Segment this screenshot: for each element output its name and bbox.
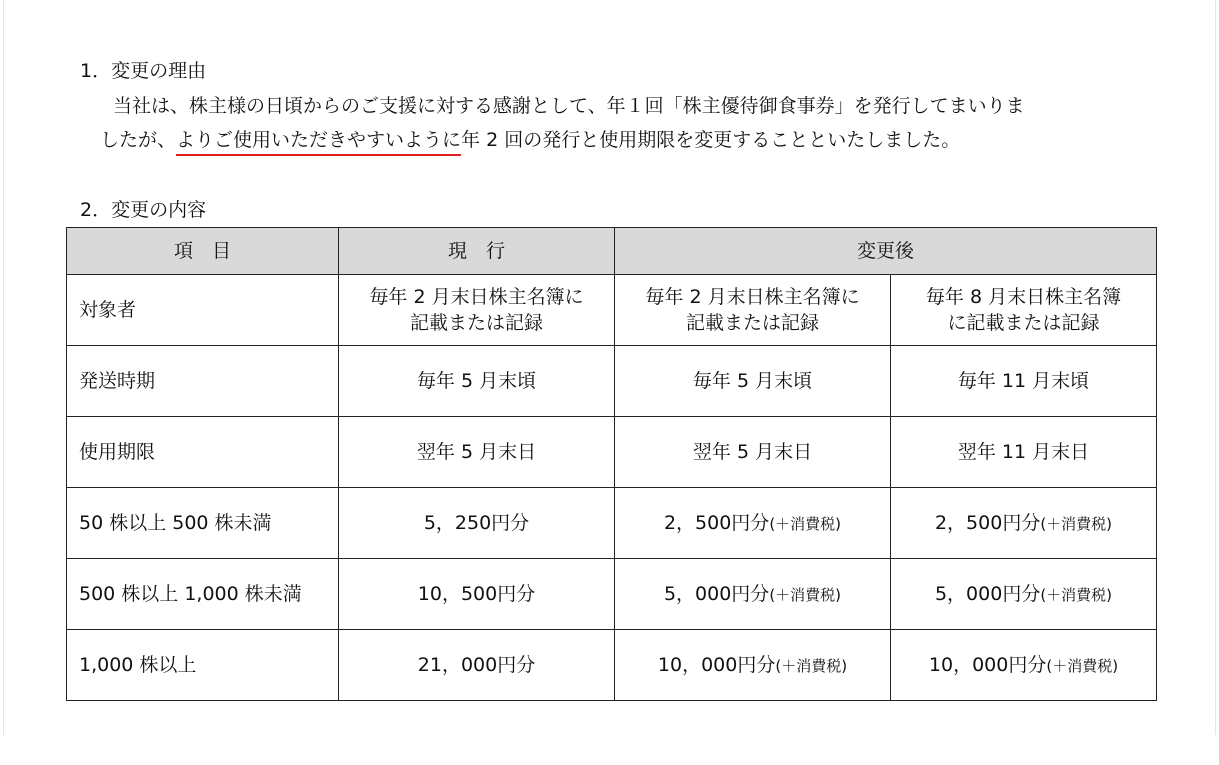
cell-after-1: 翌年 5 月末日 bbox=[615, 417, 891, 488]
reason-text-after: 年 2 回の発行と使用期限を変更することといたしました。 bbox=[461, 129, 961, 151]
section-2-heading: 2．変更の内容 bbox=[80, 199, 207, 221]
tax-note: (＋消費税) bbox=[1040, 514, 1113, 533]
row-label: 使用期限 bbox=[67, 417, 339, 488]
tax-note: (＋消費税) bbox=[769, 514, 842, 533]
amount: 2，500円分 bbox=[663, 511, 770, 534]
table-row bbox=[67, 275, 1157, 346]
section-1-heading: 1．変更の理由 bbox=[80, 60, 207, 82]
cell-line: に記載または記録 bbox=[947, 312, 1100, 334]
cell-current: 5，250円分 bbox=[339, 488, 615, 559]
tax-note: (＋消費税) bbox=[775, 656, 848, 675]
table-row bbox=[67, 346, 1157, 417]
reason-text-before: したが、 bbox=[100, 129, 177, 151]
cell-after-2: 毎年 11 月末頃 bbox=[891, 346, 1157, 417]
cell-line: 記載または記録 bbox=[409, 312, 543, 334]
cell-current bbox=[339, 275, 615, 346]
cell-current: 翌年 5 月末日 bbox=[339, 417, 615, 488]
amount: 2，500円分 bbox=[934, 511, 1041, 534]
header-current: 現 行 bbox=[339, 228, 615, 275]
tax-note: (＋消費税) bbox=[1046, 656, 1119, 675]
cell-after-2 bbox=[891, 630, 1157, 701]
reason-paragraph-line-2 bbox=[100, 128, 960, 152]
cell-after-1 bbox=[615, 488, 891, 559]
cell-after-2: 翌年 11 月末日 bbox=[891, 417, 1157, 488]
cell-after-2 bbox=[891, 488, 1157, 559]
cell-after-2 bbox=[891, 275, 1157, 346]
cell-after-1 bbox=[615, 559, 891, 630]
cell-current: 10，500円分 bbox=[339, 559, 615, 630]
tax-note: (＋消費税) bbox=[1040, 585, 1113, 604]
table-row bbox=[67, 417, 1157, 488]
cell-after-1: 毎年 5 月末頃 bbox=[615, 346, 891, 417]
row-label: 50 株以上 500 株未満 bbox=[67, 488, 339, 559]
row-label: 対象者 bbox=[67, 275, 339, 346]
header-item: 項 目 bbox=[67, 228, 339, 275]
cell-after-1 bbox=[615, 275, 891, 346]
cell-current: 21，000円分 bbox=[339, 630, 615, 701]
header-after: 変更後 bbox=[615, 228, 1157, 275]
row-label: 発送時期 bbox=[67, 346, 339, 417]
cell-line: 毎年 8 月末日株主名簿 bbox=[925, 286, 1122, 308]
table-row bbox=[67, 488, 1157, 559]
cell-line: 記載または記録 bbox=[685, 312, 819, 334]
table-row bbox=[67, 559, 1157, 630]
row-label: 1,000 株以上 bbox=[67, 630, 339, 701]
amount: 10，000円分 bbox=[928, 653, 1047, 676]
reason-paragraph-line-1: 当社は、株主様の日頃からのご支援に対する感謝として、年１回「株主優待御食事券」を発行してまいりま bbox=[113, 95, 1025, 117]
table-header-row bbox=[67, 228, 1157, 275]
amount: 10，000円分 bbox=[657, 653, 776, 676]
underlined-phrase: よりご使用いただきやすいように bbox=[176, 129, 462, 151]
row-label: 500 株以上 1,000 株未満 bbox=[67, 559, 339, 630]
cell-line: 毎年 2 月末日株主名簿に bbox=[645, 286, 860, 308]
cell-current: 毎年 5 月末頃 bbox=[339, 346, 615, 417]
cell-after-1 bbox=[615, 630, 891, 701]
change-details-table bbox=[66, 227, 1157, 701]
amount: 5，000円分 bbox=[663, 582, 770, 605]
tax-note: (＋消費税) bbox=[769, 585, 842, 604]
table-row bbox=[67, 630, 1157, 701]
cell-after-2 bbox=[891, 559, 1157, 630]
cell-line: 毎年 2 月末日株主名簿に bbox=[369, 286, 584, 308]
amount: 5，000円分 bbox=[934, 582, 1041, 605]
